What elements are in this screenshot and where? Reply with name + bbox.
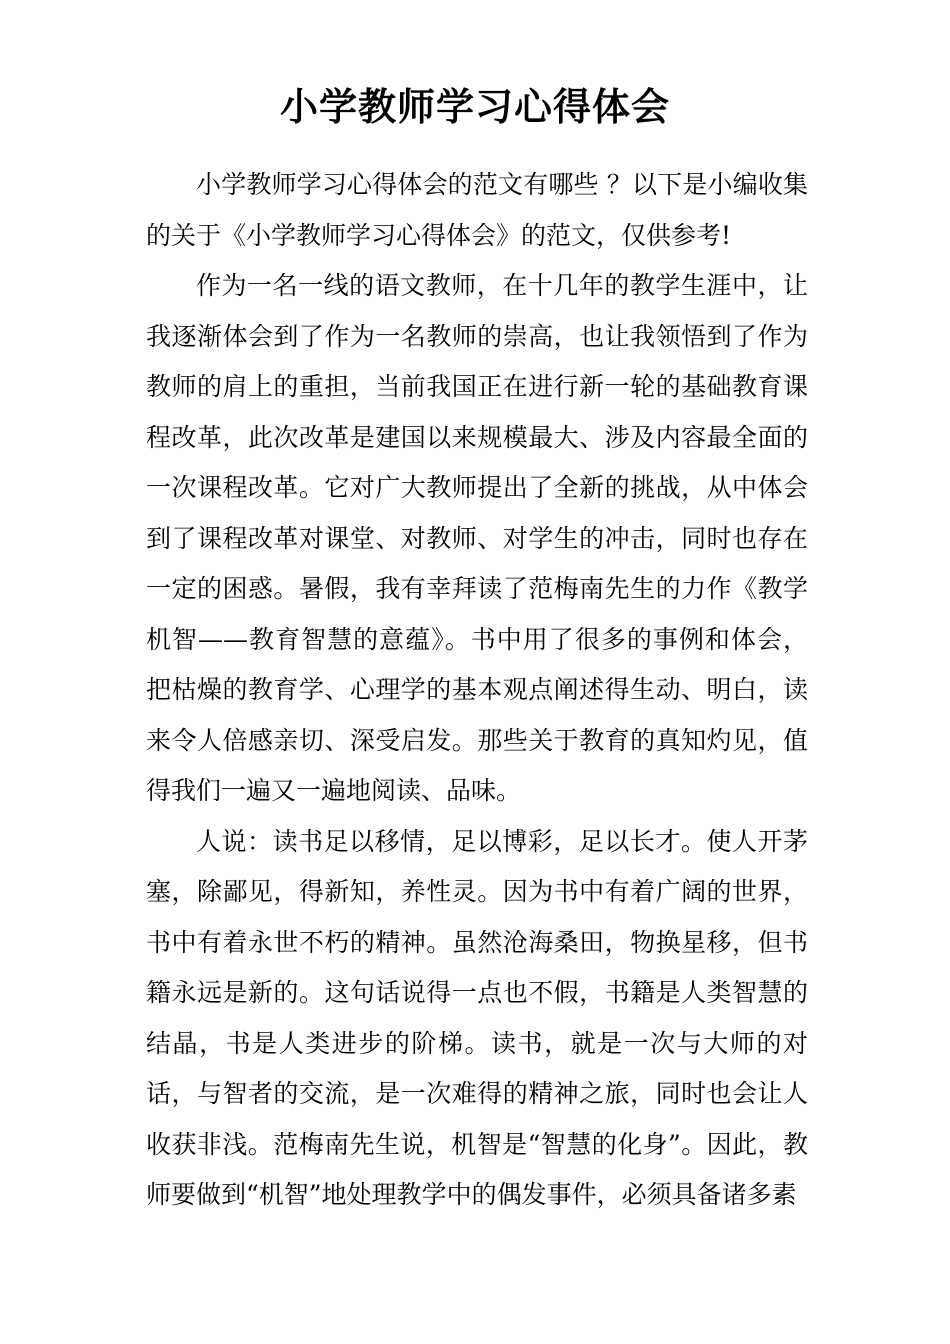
document-title: 小学教师学习心得体会 [279, 84, 670, 129]
paragraph-teacher-experience: 作为一名一线的语文教师，在十几年的教学生涯中，让我逐渐体会到了作为一名教师的崇高，也让我领悟到了作为教师的肩上的重担，当前我国正在进行新一轮的基础教育课程改革，此次改革是建国以来规模最大、涉及内容最全面的一次课程改革。它对广大教师提出了全新的挑战，从中体会到了课程改革对课堂、对教师、对学生的冲击，同时也存在一定的困惑。暑假，我有幸拜读了范梅南先生的力作《教学机智——教育智慧的意蕴》。书中用了很多的事例和体会，把枯燥的教育学、心理学的基本观点阐述得生动、明白，读来令人倍感亲切、深受启发。那些关于教育的真知灼见，值得我们一遍又一遍地阅读、品味。 [146, 271, 808, 805]
paragraph-intro: 小学教师学习心得体会的范文有哪些 ？以下是小编收集的关于《小学教师学习心得体会》的范文，仅供参考! [146, 170, 808, 250]
paragraph-reading: 人说：读书足以移情，足以博彩，足以长才。使人开茅塞，除鄙见，得新知，养性灵。因为书中有着广阔的世界，书中有着永世不朽的精神。虽然沧海桑田，物换星移，但书籍永远是新的。这句话说得一点也不假，书籍是人类智慧的结晶，书是人类进步的阶梯。读书，就是一次与大师的对话，与智者的交流，是一次难得的精神之旅，同时也会让人收获非浅。范梅南先生说，机智是“智慧的化身”。因此，教师要做到“机智”地处理教学中的偶发事件，必须具备诸多素 [146, 826, 808, 1209]
document-body [146, 160, 808, 1221]
